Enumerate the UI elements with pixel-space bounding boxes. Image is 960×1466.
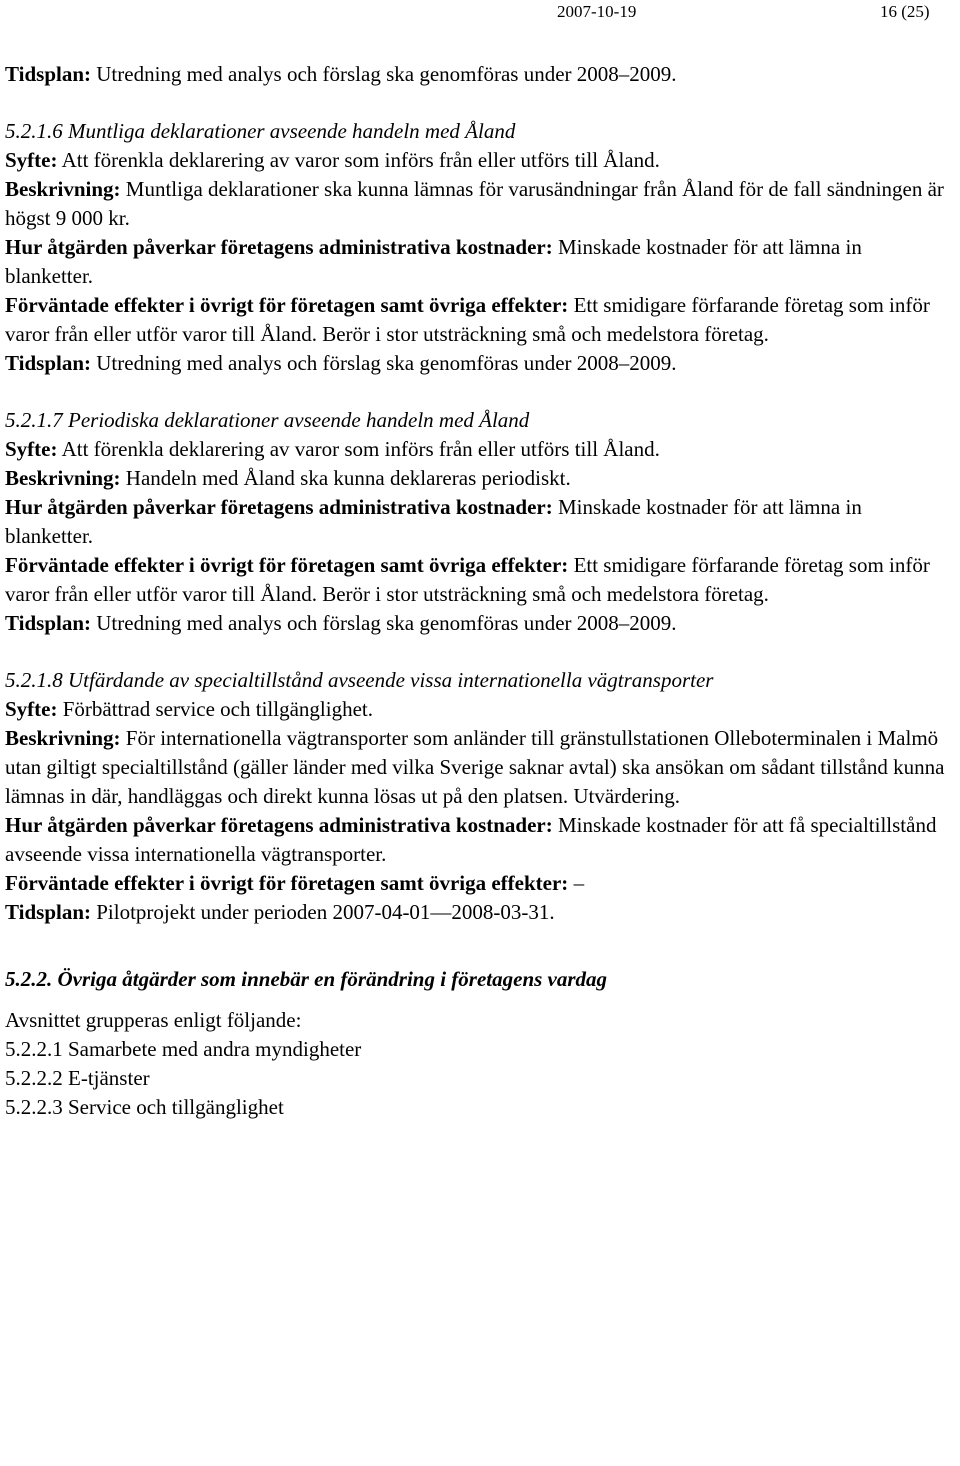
intro-paragraph: Avsnittet grupperas enligt följande: bbox=[5, 1008, 302, 1032]
beskrivning-paragraph bbox=[5, 175, 950, 233]
tidsplan-paragraph bbox=[5, 609, 950, 638]
effekter-label: Förväntade effekter i övrigt för företagen samt övriga effekter: bbox=[5, 293, 569, 317]
tidsplan-text: Pilotprojekt under perioden 2007-04-01—2008-03-31. bbox=[91, 900, 555, 924]
beskrivning-text: För internationella vägtransporter som anländer till gränstullstationen Olleboterminalen i Malmö utan giltigt specialtillstånd (gäller länder med vilka Sverige saknar avtal) ska ansökan om sådant tillstånd kunna lämnas in där, handläggas och direkt kunna lösas ut på den platsen. Utvärdering. bbox=[5, 726, 945, 808]
tidsplan-label: Tidsplan: bbox=[5, 611, 91, 635]
tidsplan-paragraph bbox=[5, 898, 950, 927]
effekter-label: Förväntade effekter i övrigt för företagen samt övriga effekter: bbox=[5, 553, 569, 577]
kostnader-label: Hur åtgärden påverkar företagens administrativa kostnader: bbox=[5, 813, 553, 837]
list-item: 5.2.2.1 Samarbete med andra myndigheter bbox=[5, 1037, 362, 1061]
syfte-paragraph bbox=[5, 146, 950, 175]
effekter-paragraph bbox=[5, 869, 950, 898]
tidsplan-text: Utredning med analys och förslag ska genomföras under 2008–2009. bbox=[91, 351, 677, 375]
syfte-text: Att förenkla deklarering av varor som införs från eller utförs till Åland. bbox=[57, 437, 660, 461]
list-item: 5.2.2.3 Service och tillgänglighet bbox=[5, 1095, 284, 1119]
tidsplan-label: Tidsplan: bbox=[5, 351, 91, 375]
section-heading: 5.2.1.6 Muntliga deklarationer avseende handeln med Åland bbox=[5, 119, 516, 143]
syfte-label: Syfte: bbox=[5, 437, 58, 461]
section-heading-major: 5.2.2. Övriga åtgärder som innebär en förändring i företagens vardag bbox=[5, 967, 608, 991]
header-date: 2007-10-19 bbox=[557, 2, 637, 21]
header-page-number: 16 (25) bbox=[880, 2, 930, 21]
effekter-paragraph bbox=[5, 551, 950, 609]
syfte-text: Att förenkla deklarering av varor som införs från eller utförs till Åland. bbox=[57, 148, 660, 172]
kostnader-text: Minskade kostnader för att lämna in blanketter. bbox=[5, 235, 862, 288]
effekter-text: – bbox=[568, 871, 585, 895]
section-heading: 5.2.1.8 Utfärdande av specialtillstånd avseende vissa internationella vägtransporter bbox=[5, 668, 714, 692]
tidsplan-label: Tidsplan: bbox=[5, 62, 91, 86]
kostnader-label: Hur åtgärden påverkar företagens administrativa kostnader: bbox=[5, 495, 553, 519]
spacer bbox=[5, 89, 950, 117]
list-item: 5.2.2.2 E-tjänster bbox=[5, 1066, 150, 1090]
beskrivning-text: Handeln med Åland ska kunna deklareras periodiskt. bbox=[120, 466, 571, 490]
kostnader-text: Minskade kostnader för att få specialtillstånd avseende vissa internationella vägtransporter. bbox=[5, 813, 937, 866]
tidsplan-label: Tidsplan: bbox=[5, 900, 91, 924]
kostnader-label: Hur åtgärden påverkar företagens administrativa kostnader: bbox=[5, 235, 553, 259]
kostnader-paragraph bbox=[5, 811, 950, 869]
beskrivning-paragraph bbox=[5, 724, 950, 811]
beskrivning-label: Beskrivning: bbox=[5, 177, 121, 201]
kostnader-paragraph bbox=[5, 233, 950, 291]
beskrivning-label: Beskrivning: bbox=[5, 466, 121, 490]
page-header bbox=[0, 2, 960, 26]
section-heading: 5.2.1.7 Periodiska deklarationer avseende handeln med Åland bbox=[5, 408, 530, 432]
spacer bbox=[5, 927, 950, 965]
tidsplan-paragraph bbox=[5, 349, 950, 378]
syfte-paragraph bbox=[5, 435, 950, 464]
document-body bbox=[5, 60, 950, 1122]
effekter-label: Förväntade effekter i övrigt för företagen samt övriga effekter: bbox=[5, 871, 569, 895]
syfte-paragraph bbox=[5, 695, 950, 724]
syfte-label: Syfte: bbox=[5, 697, 58, 721]
effekter-text: Ett smidigare förfarande företag som inför varor från eller utför varor till Åland. Berör i stor utsträckning små och medelstora företag. bbox=[5, 293, 930, 346]
tidsplan-text: Utredning med analys och förslag ska genomföras under 2008–2009. bbox=[91, 62, 677, 86]
kostnader-text: Minskade kostnader för att lämna in blanketter. bbox=[5, 495, 862, 548]
beskrivning-text: Muntliga deklarationer ska kunna lämnas för varusändningar från Åland för de fall sändningen är högst 9 000 kr. bbox=[5, 177, 944, 230]
tidsplan-text: Utredning med analys och förslag ska genomföras under 2008–2009. bbox=[91, 611, 677, 635]
beskrivning-paragraph bbox=[5, 464, 950, 493]
tidsplan-paragraph bbox=[5, 60, 950, 89]
syfte-label: Syfte: bbox=[5, 148, 58, 172]
kostnader-paragraph bbox=[5, 493, 950, 551]
spacer bbox=[5, 638, 950, 666]
syfte-text: Förbättrad service och tillgänglighet. bbox=[57, 697, 373, 721]
spacer bbox=[5, 994, 950, 1006]
effekter-paragraph bbox=[5, 291, 950, 349]
beskrivning-label: Beskrivning: bbox=[5, 726, 121, 750]
effekter-text: Ett smidigare förfarande företag som inför varor från eller utför varor till Åland. Berör i stor utsträckning små och medelstora företag. bbox=[5, 553, 930, 606]
spacer bbox=[5, 378, 950, 406]
